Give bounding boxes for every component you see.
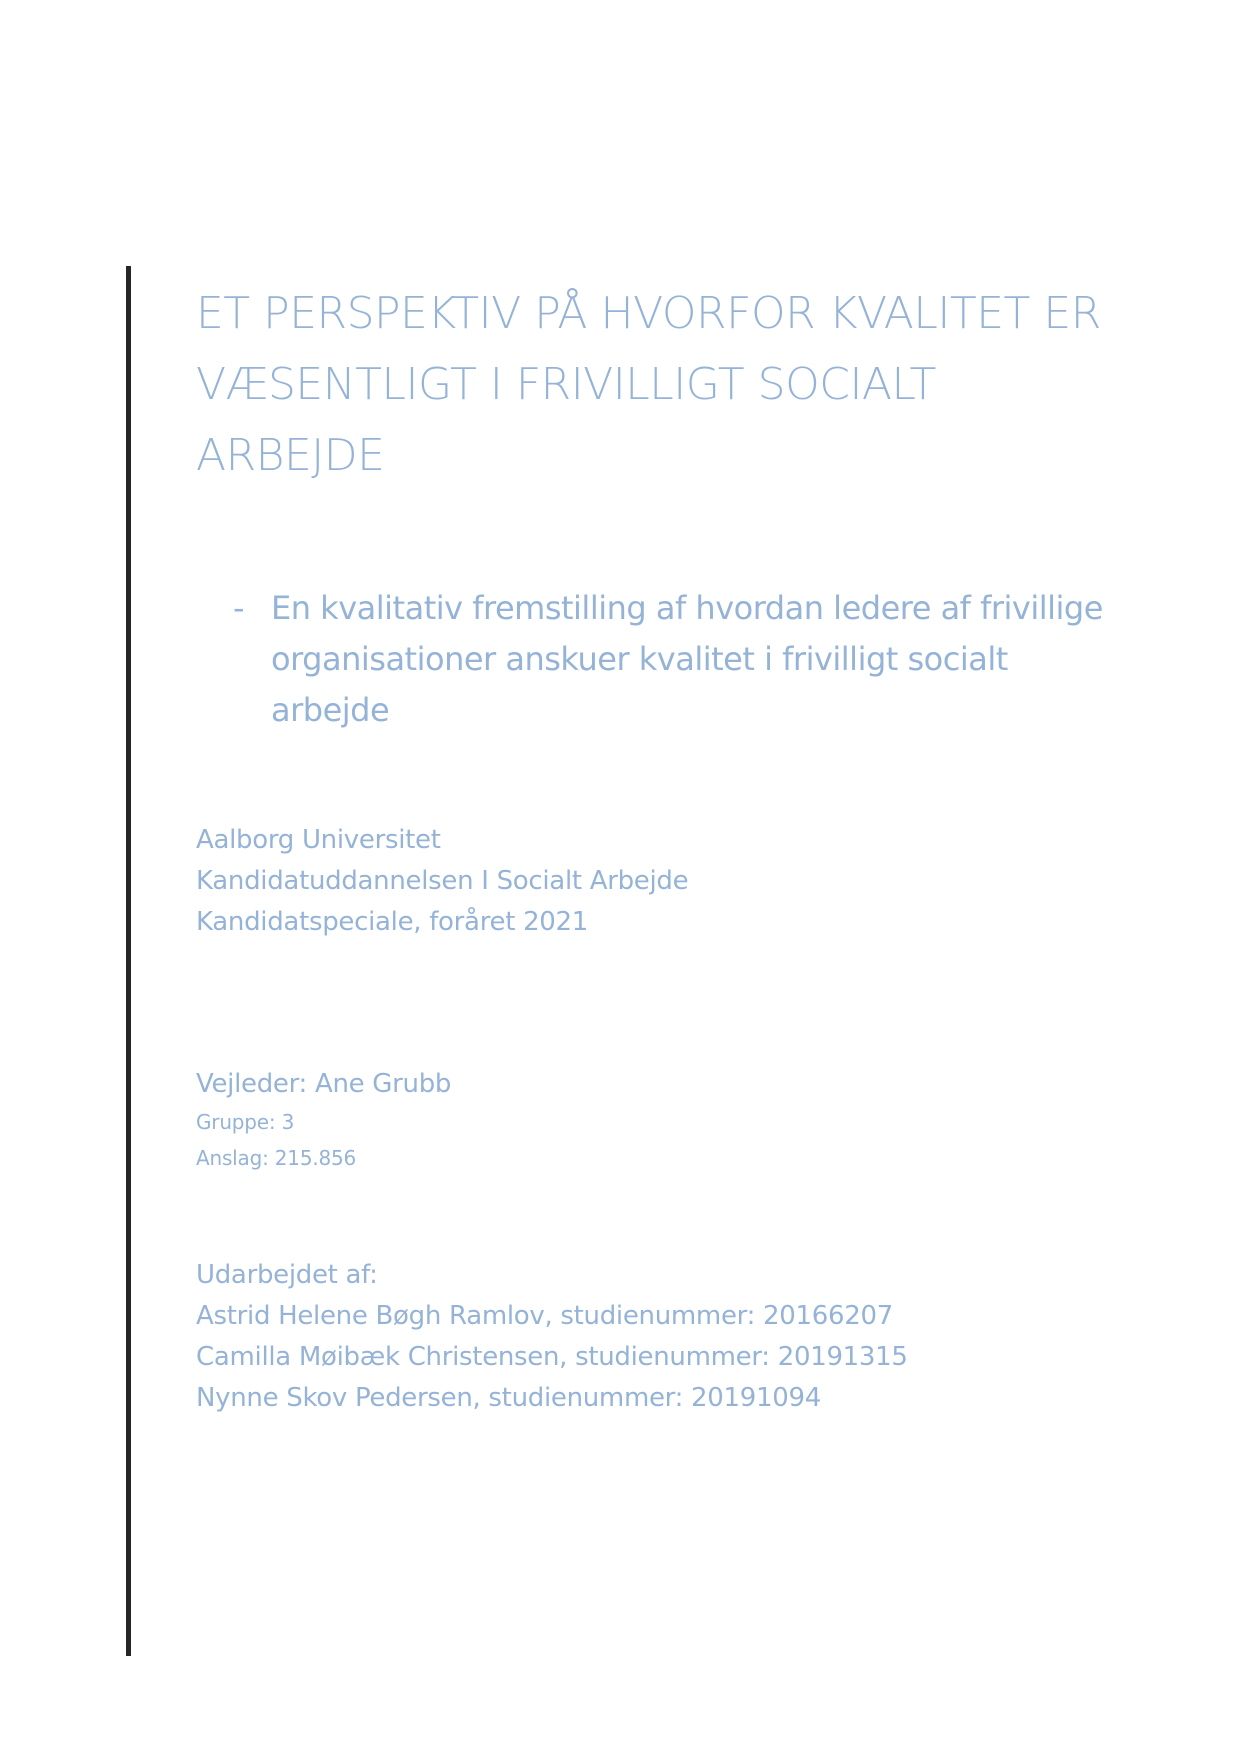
author-entry: Astrid Helene Bøgh Ramlov, studienummer: 20166207 (196, 1301, 893, 1331)
thesis-type: Kandidatspeciale, foråret 2021 (196, 907, 589, 937)
group-number: Gruppe: 3 (196, 1110, 295, 1134)
title-line: VÆSENTLIGT I FRIVILLIGT SOCIALT (196, 359, 936, 410)
authors-heading: Udarbejdet af: (196, 1260, 378, 1290)
dash-bullet-icon: - (233, 589, 245, 627)
author-entry: Nynne Skov Pedersen, studienummer: 20191094 (196, 1383, 821, 1413)
title-line: ET PERSPEKTIV PÅ HVORFOR KVALITET ER (196, 288, 1101, 339)
subtitle-line: En kvalitativ fremstilling af hvordan ledere af frivillige (271, 589, 1103, 627)
university-name: Aalborg Universitet (196, 825, 441, 855)
vertical-accent-rule (126, 266, 131, 1656)
document-title (196, 278, 1216, 491)
institution-block (196, 820, 688, 943)
title-line: ARBEJDE (196, 430, 385, 481)
advisor-name: Vejleder: Ane Grubb (196, 1069, 452, 1099)
details-block (196, 1064, 451, 1176)
program-name: Kandidatuddannelsen I Socialt Arbejde (196, 866, 689, 896)
subtitle-line: organisationer anskuer kvalitet i frivilligt socialt (271, 640, 1008, 678)
document-subtitle (233, 583, 1193, 736)
author-entry: Camilla Møibæk Christensen, studienummer: 20191315 (196, 1342, 908, 1372)
authors-block (196, 1255, 908, 1419)
subtitle-text (271, 583, 1193, 736)
character-count: Anslag: 215.856 (196, 1146, 357, 1170)
subtitle-line: arbejde (271, 691, 390, 729)
